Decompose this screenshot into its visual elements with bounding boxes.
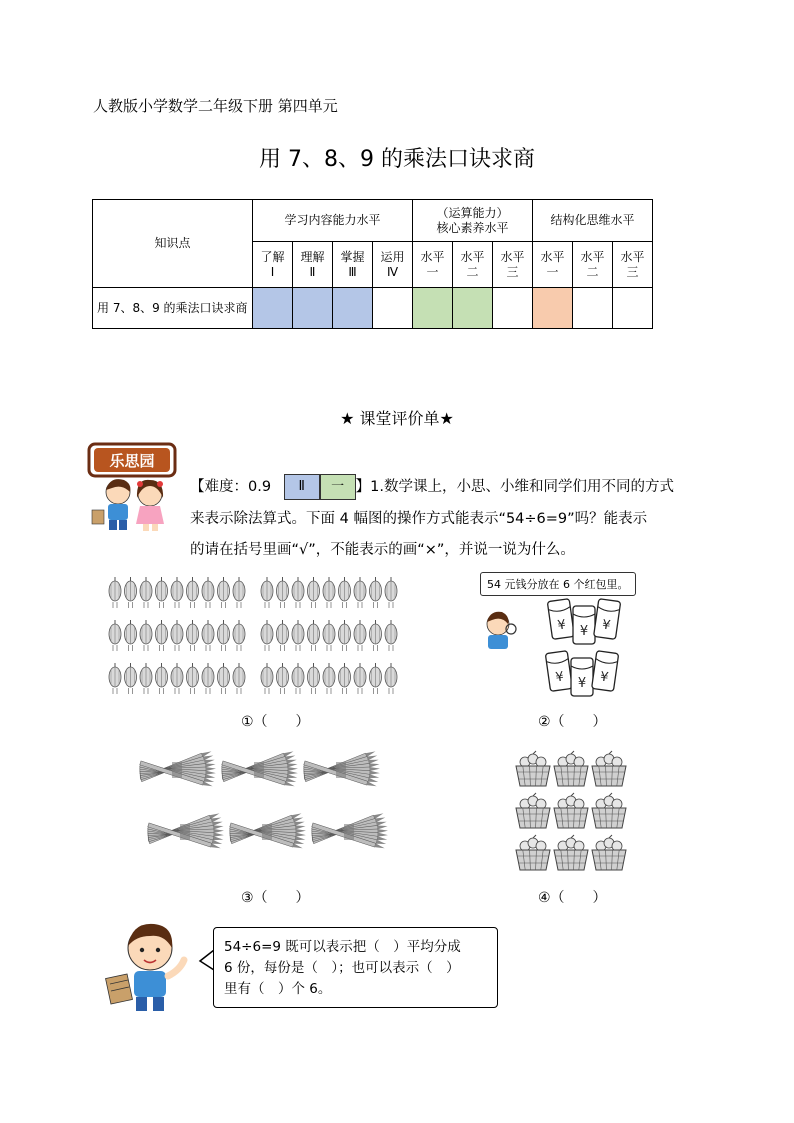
red-envelope-icon [547, 599, 574, 640]
lantern-icon [385, 620, 397, 651]
lantern-icon [323, 663, 335, 694]
logo-text: 乐思园 [109, 452, 155, 470]
lantern-icon [156, 577, 168, 608]
boy-shirt [108, 504, 128, 520]
lantern-icon [109, 663, 121, 694]
lantern-icon [370, 620, 382, 651]
red-envelope-icon [594, 599, 621, 640]
boy-leg [119, 520, 127, 530]
abacus-icon [92, 510, 104, 524]
figure3-label: ③（ ） [241, 890, 310, 906]
speech-line-2: 6 份，每份是（ ）；也可以表示（ ） [224, 960, 460, 976]
lantern-icon [171, 620, 183, 651]
group-core-header [413, 200, 533, 242]
red-envelope-icon [573, 606, 595, 644]
girl-leg [152, 524, 158, 531]
lantern-icon [233, 620, 245, 651]
filled-cell-blue [253, 288, 293, 329]
boy-leg [136, 997, 147, 1011]
group-core-line1: （运算能力） [436, 205, 509, 220]
figure-pencil-bundles [130, 738, 390, 864]
section-title: ★ 课堂评价单★ [340, 409, 454, 428]
lantern-icon [125, 620, 137, 651]
doc-subtitle: 人教版小学数学二年级下册 第四单元 [93, 97, 338, 115]
boy-arm [168, 960, 184, 976]
pencil-bundle-icon [304, 749, 380, 788]
difficulty-label: 【难度：0.9 [190, 479, 272, 495]
lantern-icon [339, 663, 351, 694]
lantern-icon [339, 620, 351, 651]
lantern-icon [218, 577, 230, 608]
level-cell: 理解 Ⅱ [293, 242, 333, 288]
svg-text:¥: ¥ [579, 624, 589, 639]
girl-leg [143, 524, 149, 531]
lantern-icon [109, 577, 121, 608]
lantern-icon [354, 577, 366, 608]
speech-line-3: 里有（ ）个 6。 [224, 981, 332, 997]
girl-hairclip [137, 481, 143, 487]
lantern-icon [292, 577, 304, 608]
lantern-icon [385, 577, 397, 608]
lantern-icon [140, 663, 152, 694]
level-badge-learning: Ⅱ [284, 474, 320, 500]
group-structure-header: 结构化思维水平 [533, 200, 653, 242]
empty-cell [373, 288, 413, 329]
girl-dress [136, 506, 164, 524]
fruit-basket-icon [592, 751, 626, 786]
pencil-bundle-group [140, 749, 388, 850]
boy-leg [109, 520, 117, 530]
filled-cell-green [413, 288, 453, 329]
figure-red-envelopes [478, 596, 628, 704]
lantern-icon [187, 577, 199, 608]
fruit-basket-icon [592, 793, 626, 828]
lantern-icon [323, 620, 335, 651]
lantern-icon [171, 577, 183, 608]
lantern-icon [339, 577, 351, 608]
red-envelope-icon [571, 658, 593, 696]
level-cell: 水平 二 [573, 242, 613, 288]
group-learning-header: 学习内容能力水平 [253, 200, 413, 242]
figure-lanterns [105, 573, 405, 703]
girl-hairclip [157, 481, 163, 487]
group-core-line2: 核心素养水平 [436, 220, 509, 235]
empty-cell [493, 288, 533, 329]
filled-cell-blue [333, 288, 373, 329]
basket-group [516, 751, 626, 870]
pencil-bundle-icon [222, 749, 298, 788]
level-cell: 水平 一 [533, 242, 573, 288]
lantern-icon [308, 620, 320, 651]
question-line-2: 来表示除法算式。下面 4 幅图的操作方式能表示“54÷6=9”吗？能表示 [190, 511, 648, 527]
lantern-icon [277, 663, 289, 694]
svg-text:¥: ¥ [554, 669, 565, 686]
question-line-1 [190, 474, 674, 500]
boy-shirt [488, 635, 508, 649]
lantern-icon [233, 663, 245, 694]
figure1-label: ①（ ） [241, 714, 310, 730]
level-cell: 水平 一 [413, 242, 453, 288]
boy-eye [156, 948, 160, 952]
question-line-3: 的请在括号里画“√”，不能表示的画“×”，并说一说为什么。 [190, 542, 575, 558]
lantern-icon [261, 577, 273, 608]
lantern-icon [370, 663, 382, 694]
fruit-basket-icon [554, 793, 588, 828]
envelope-group [545, 599, 620, 696]
lesiyuan-logo-illustration [82, 440, 187, 536]
lantern-icon [370, 577, 382, 608]
page-title: 用 7、8、9 的乘法口诀求商 [259, 147, 535, 172]
figure4-label: ④（ ） [538, 890, 607, 906]
lantern-icon [261, 620, 273, 651]
boy-leg [153, 997, 164, 1011]
figure2-label: ②（ ） [538, 714, 607, 730]
pencil-bundle-icon [312, 811, 388, 850]
lantern-icon [140, 577, 152, 608]
lantern-icon [140, 620, 152, 651]
lantern-icon [385, 663, 397, 694]
speech-line-1: 54÷6=9 既可以表示把（ ）平均分成 [224, 939, 461, 955]
level-cell: 水平 三 [613, 242, 653, 288]
lantern-icon [218, 620, 230, 651]
lantern-icon [202, 577, 214, 608]
lantern-icon [308, 663, 320, 694]
fruit-basket-icon [516, 835, 550, 870]
lantern-icon [125, 577, 137, 608]
level-cell: 运用 Ⅳ [373, 242, 413, 288]
filled-cell-blue [293, 288, 333, 329]
lantern-icon [156, 663, 168, 694]
lantern-icon [109, 620, 121, 651]
lantern-icon [125, 663, 137, 694]
lantern-icon [156, 620, 168, 651]
lantern-icon [202, 620, 214, 651]
pencil-bundle-icon [230, 811, 306, 850]
level-cell: 水平 三 [493, 242, 533, 288]
fruit-basket-icon [516, 793, 550, 828]
lantern-icon [308, 577, 320, 608]
row-label: 用 7、8、9 的乘法口诀求商 [93, 288, 253, 329]
svg-text:¥: ¥ [577, 676, 587, 691]
svg-text:¥: ¥ [599, 669, 610, 686]
col-knowledge-header: 知识点 [93, 200, 253, 288]
speech-bubble [213, 927, 498, 1008]
lantern-icon [292, 620, 304, 651]
fruit-basket-icon [554, 835, 588, 870]
lantern-icon [187, 663, 199, 694]
lantern-icon [354, 663, 366, 694]
lantern-icon [202, 663, 214, 694]
lantern-icon [218, 663, 230, 694]
lantern-grid [109, 577, 397, 694]
lantern-icon [277, 620, 289, 651]
figure-fruit-baskets [512, 748, 632, 874]
red-envelope-icon [592, 651, 619, 692]
knowledge-table [92, 199, 653, 329]
empty-cell [573, 288, 613, 329]
lantern-icon [277, 577, 289, 608]
lantern-icon [292, 663, 304, 694]
red-envelope-icon [545, 651, 572, 692]
level-cell: 水平 二 [453, 242, 493, 288]
filled-cell-orange [533, 288, 573, 329]
lantern-icon [323, 577, 335, 608]
lantern-icon [187, 620, 199, 651]
boy-eye [140, 948, 144, 952]
boy-with-abacus-illustration [100, 916, 200, 1016]
level-cell: 了解 Ⅰ [253, 242, 293, 288]
svg-text:¥: ¥ [601, 617, 612, 634]
fruit-basket-icon [554, 751, 588, 786]
level-cell: 掌握 Ⅲ [333, 242, 373, 288]
lantern-icon [233, 577, 245, 608]
pencil-bundle-icon [148, 811, 224, 850]
lantern-icon [261, 663, 273, 694]
fruit-basket-icon [516, 751, 550, 786]
lantern-icon [354, 620, 366, 651]
lantern-icon [171, 663, 183, 694]
svg-text:¥: ¥ [556, 617, 567, 634]
boy-shirt [134, 971, 166, 997]
question-text-1: 】1.数学课上，小思、小维和同学们用不同的方式 [355, 479, 675, 495]
figure2-caption: 54 元钱分放在 6 个红包里。 [480, 572, 636, 596]
fruit-basket-icon [592, 835, 626, 870]
filled-cell-green [453, 288, 493, 329]
level-badge-core: 一 [320, 474, 356, 500]
empty-cell [613, 288, 653, 329]
pencil-bundle-icon [140, 749, 216, 788]
